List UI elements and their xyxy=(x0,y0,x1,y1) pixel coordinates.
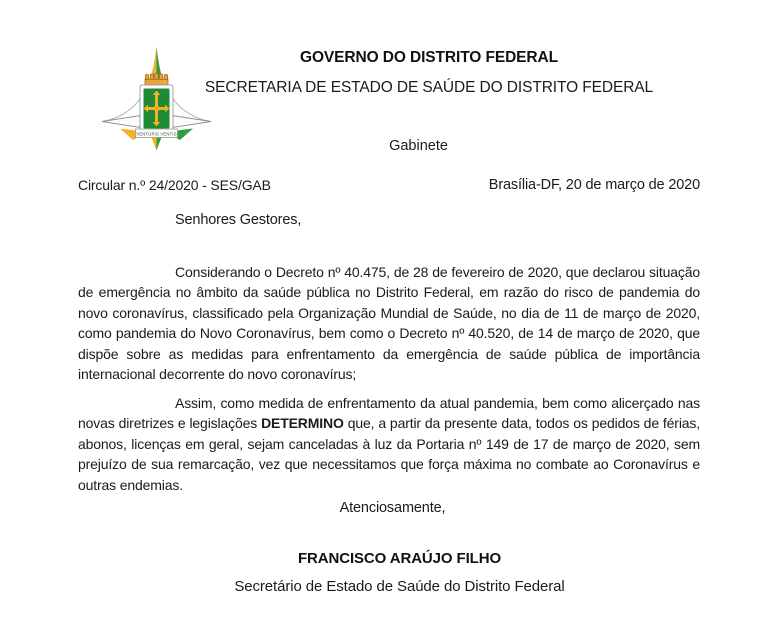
signatory-role: Secretário de Estado de Saúde do Distrito Federal xyxy=(234,578,565,595)
closing-salutation: Atenciosamente, xyxy=(339,500,446,516)
meta-row xyxy=(78,177,700,193)
paragraph-text: Assim, como medida de enfrentamento da atual pandemia, bem como alicerçado nas novas diretrizes e legislações xyxy=(78,395,700,432)
signature-block xyxy=(20,550,779,595)
office-name: Gabinete xyxy=(389,138,448,154)
salutation: Senhores Gestores, xyxy=(175,212,302,228)
motto-text: VENTURIS VENTIS xyxy=(136,131,177,137)
paragraph-text: Considerando o Decreto nº 40.475, de 28 de fevereiro de 2020, que declarou situação de emergência no âmbito da saúde pública no Distrito Federal, em razão do risco de pandemia do novo coronavírus, classificado pela Organização Mundial de Saúde, no dia de 11 de março de 2020, como pandemia do Novo Coronavírus, bem como o Decreto nº 40.520, de 14 de março de 2020, que dispõe sobre as medidas para enfrentamento da emergência de saúde pública de importância internacional decorrente do novo coronavírus; xyxy=(78,264,700,383)
signatory-name: FRANCISCO ARAÚJO FILHO xyxy=(297,550,502,567)
paragraph-determino xyxy=(78,393,700,495)
place-date: Brasília-DF, 20 de março de 2020 xyxy=(488,177,700,193)
secretariat-title: SECRETARIA DE ESTADO DE SAÚDE DO DISTRITO FEDERAL xyxy=(204,79,654,96)
motto-banner xyxy=(136,129,178,138)
circular-number: Circular n.º 24/2020 - SES/GAB xyxy=(78,177,271,193)
paragraph-text: que, a partir da presente data, todos os pedidos de férias, abonos, licenças em geral, sejam canceladas à luz da Portaria nº 149 de 17 de março de 2020, sem prejuízo de sua remarcação, vez que necessitamos que força máxima no combate ao Coronavírus e outras endemias. xyxy=(78,415,701,493)
government-title: GOVERNO DO DISTRITO FEDERAL xyxy=(300,49,558,66)
determino-emphasis: DETERMINO xyxy=(261,415,344,432)
paragraph-considerando xyxy=(78,262,700,384)
